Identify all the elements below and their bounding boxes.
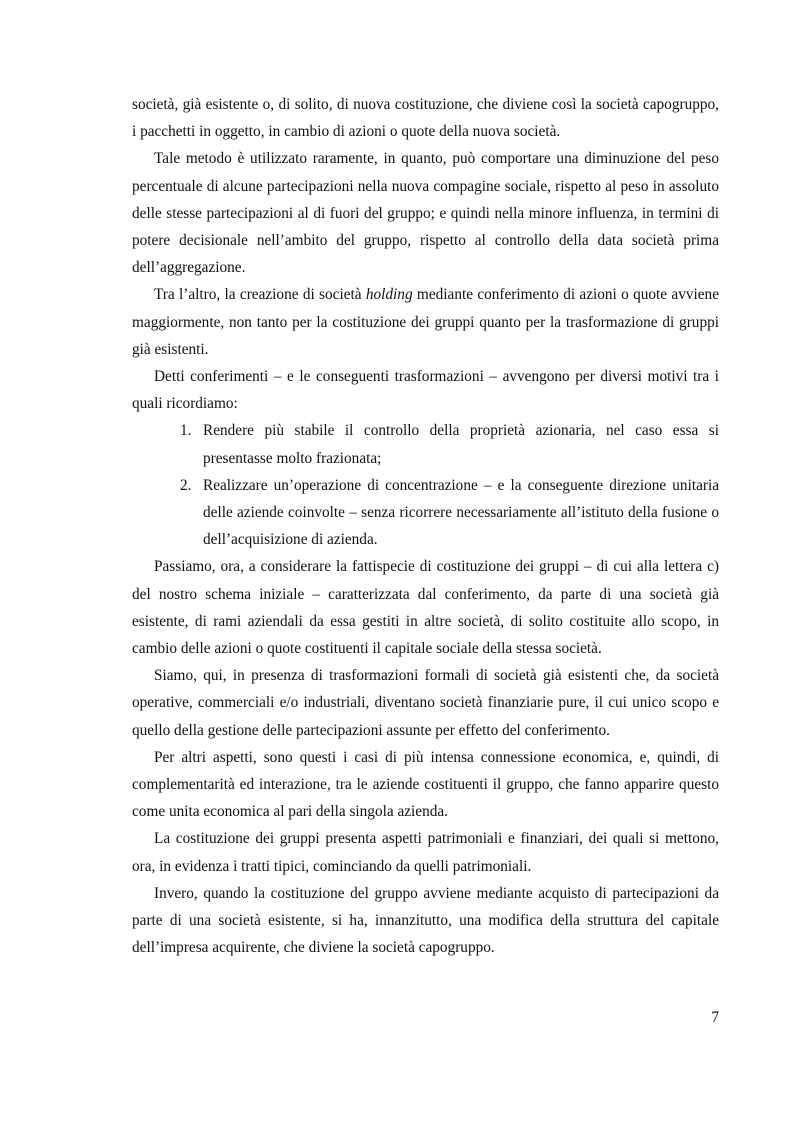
list-item-number: 1.	[180, 422, 192, 440]
paragraph-trasformazioni: Siamo, qui, in presenza di trasformazioni formali di società già esistenti che, da società operative, commerciali e/o industriali, diventano società finanziarie pure, il cui unico scopo e quello della gestione delle partecipazioni assunte per effetto del conferimento.	[132, 667, 719, 739]
motivi-list	[132, 417, 719, 553]
paragraph-holding	[132, 281, 719, 363]
paragraph-conferimenti: Detti conferimenti – e le conseguenti trasformazioni – avvengono per diversi motivi tra i quali ricordiamo:	[132, 368, 719, 413]
list-item	[180, 472, 719, 554]
list-item-text: Realizzare un’operazione di concentrazione – e la conseguente direzione unitaria delle aziende coinvolte – senza ricorrere necessariamente all’istituto della fusione o dell’acquisizione di azienda.	[203, 476, 719, 549]
holding-term: holding	[365, 286, 413, 304]
list-item-text: Rendere più stabile il controllo della proprietà azionaria, nel caso essa si presentasse molto frazionata;	[203, 422, 719, 467]
paragraph-aspetti: La costituzione dei gruppi presenta aspetti patrimoniali e finanziari, dei quali si mettono, ora, in evidenza i tratti tipici, cominciando da quelli patrimoniali.	[132, 830, 719, 875]
paragraph-metodo: Tale metodo è utilizzato raramente, in quanto, può comportare una diminuzione del peso percentuale di alcune partecipazioni nella nuova compagine sociale, rispetto al peso in assoluto delle stesse partecipazioni al di fuori del gruppo; e quindi nella minore influenza, in termini di potere decisionale nell’ambito del gruppo, rispetto al controllo della data società prima dell’aggregazione.	[132, 150, 719, 277]
paragraph-invero: Invero, quando la costituzione del gruppo avviene mediante acquisto di partecipazioni da parte di una società esistente, si ha, innanzitutto, una modifica della struttura del capitale dell’impresa acquirente, che diviene la società capogruppo.	[132, 884, 719, 957]
paragraph-fattispecie: Passiamo, ora, a considerare la fattispecie di costituzione dei gruppi – di cui alla lettera c) del nostro schema iniziale – caratterizzata dal conferimento, da parte di una società già esistente, di rami aziendali da essa gestiti in altre società, di solito costituite allo scopo, in cambio delle azioni o quote costituenti il capitale sociale della stessa società.	[132, 558, 719, 658]
page-number: 7	[711, 1009, 719, 1026]
paragraph-connessione: Per altri aspetti, sono questi i casi di più intensa connessione economica, e, quindi, di complementarità ed interazione, tra le aziende costituenti il gruppo, che fanno apparire questo come unita economica al pari della singola azienda.	[132, 748, 719, 821]
paragraph-holding-end: mediante conferimento di azioni o quote avviene maggiormente, non tanto per la costituzione dei gruppi quanto per la trasformazione di gruppi già esistenti.	[132, 286, 719, 358]
paragraph-holding-start: Tra l’altro, la creazione di società	[154, 286, 366, 304]
document-body	[132, 91, 719, 962]
paragraph-continuation: società, già esistente o, di solito, di nuova costituzione, che diviene così la società capogruppo, i pacchetti in oggetto, in cambio di azioni o quote della nuova società.	[132, 96, 719, 141]
list-item-number: 2.	[180, 476, 192, 494]
list-item	[180, 417, 719, 471]
